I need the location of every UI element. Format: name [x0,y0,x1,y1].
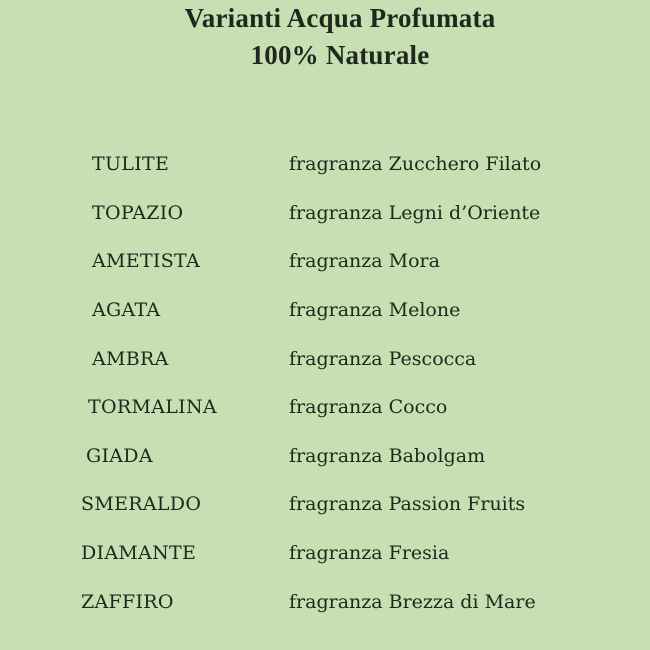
variant-name: TOPAZIO [92,201,184,224]
variant-fragrance: fragranza Melone [289,299,461,322]
variant-fragrance: fragranza Mora [289,250,440,273]
variant-name: AGATA [92,299,161,322]
variant-row [0,237,650,286]
variant-row [0,480,650,529]
variant-name: AMBRA [92,347,169,370]
variant-row [0,140,650,189]
variant-name: SMERALDO [81,493,202,516]
variant-row [0,334,650,383]
variant-name: AMETISTA [92,250,200,273]
variant-row [0,432,650,481]
variant-fragrance: fragranza Pescocca [289,347,477,370]
variant-row [0,383,650,432]
variant-fragrance: fragranza Legni d’Oriente [289,201,541,224]
variant-list [0,140,650,626]
variant-fragrance: fragranza Brezza di Mare [289,590,536,613]
variant-name: DIAMANTE [81,542,197,565]
variant-fragrance: fragranza Fresia [289,542,450,565]
variant-row [0,529,650,578]
variant-fragrance: fragranza Cocco [289,396,448,419]
page-subtitle: 100% Naturale [250,40,430,70]
page-title: Varianti Acqua Profumata [184,3,496,33]
variant-name: TULITE [92,153,170,176]
variant-row [0,189,650,238]
variant-row [0,577,650,626]
variant-fragrance: fragranza Babolgam [289,444,486,467]
variant-row [0,286,650,335]
variant-name: GIADA [86,444,153,467]
variant-name: TORMALINA [88,396,217,419]
variant-fragrance: fragranza Passion Fruits [289,493,526,516]
variant-fragrance: fragranza Zucchero Filato [289,153,542,176]
title-block [30,0,650,74]
variant-name: ZAFFIRO [81,590,174,613]
